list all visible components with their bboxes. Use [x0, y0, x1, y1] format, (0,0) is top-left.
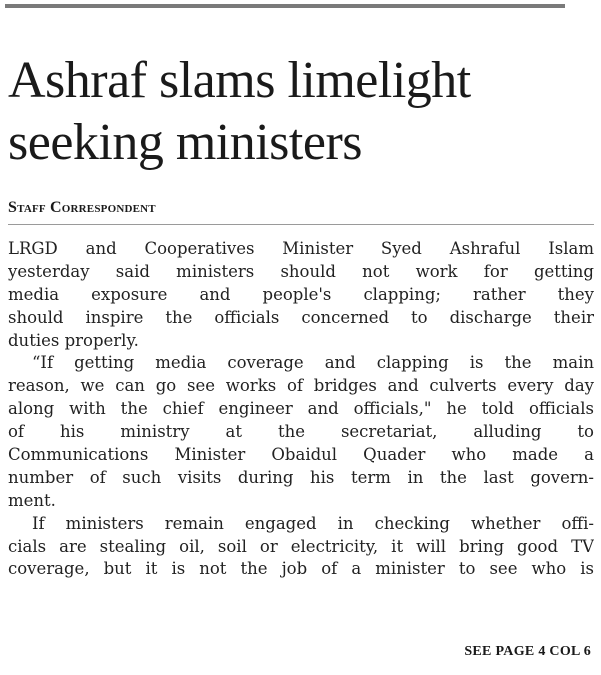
continued-jump-link: SEE PAGE 4 COL 6: [464, 644, 591, 659]
body-line: yesterday said ministers should not work for getting: [8, 261, 594, 281]
body-line: along with the chief engineer and officials," he told officials: [8, 399, 594, 419]
body-line: Communications Minister Obaidul Quader who made a: [8, 445, 594, 465]
body-line: LRGD and Cooperatives Minister Syed Ashraful Islam: [8, 239, 594, 258]
body-line: cials are stealing oil, soil or electricity, it will bring good TV: [8, 536, 594, 556]
body-line: media exposure and people's clapping; rather they: [8, 284, 594, 304]
headline-line: seeking ministers: [8, 114, 363, 171]
article-body: [8, 238, 594, 581]
body-line: ment.: [8, 490, 56, 510]
body-line: should inspire the officials concerned to discharge their: [8, 307, 594, 327]
top-rule: [5, 4, 565, 8]
byline: Staff Correspondent: [8, 199, 156, 216]
body-line: duties properly.: [8, 330, 139, 350]
body-line: If ministers remain engaged in checking whether offi-: [32, 513, 594, 533]
body-line: of his ministry at the secretariat, alluding to: [8, 422, 594, 442]
body-line: coverage, but it is not the job of a minister to see who is: [8, 559, 594, 579]
body-line: “If getting media coverage and clapping is the main: [32, 353, 594, 373]
headline: [8, 50, 598, 174]
byline-rule: [8, 224, 594, 225]
body-line: number of such visits during his term in the last govern-: [8, 467, 594, 487]
body-line: reason, we can go see works of bridges and culverts every day: [8, 376, 594, 396]
headline-line: Ashraf slams limelight: [8, 52, 471, 109]
